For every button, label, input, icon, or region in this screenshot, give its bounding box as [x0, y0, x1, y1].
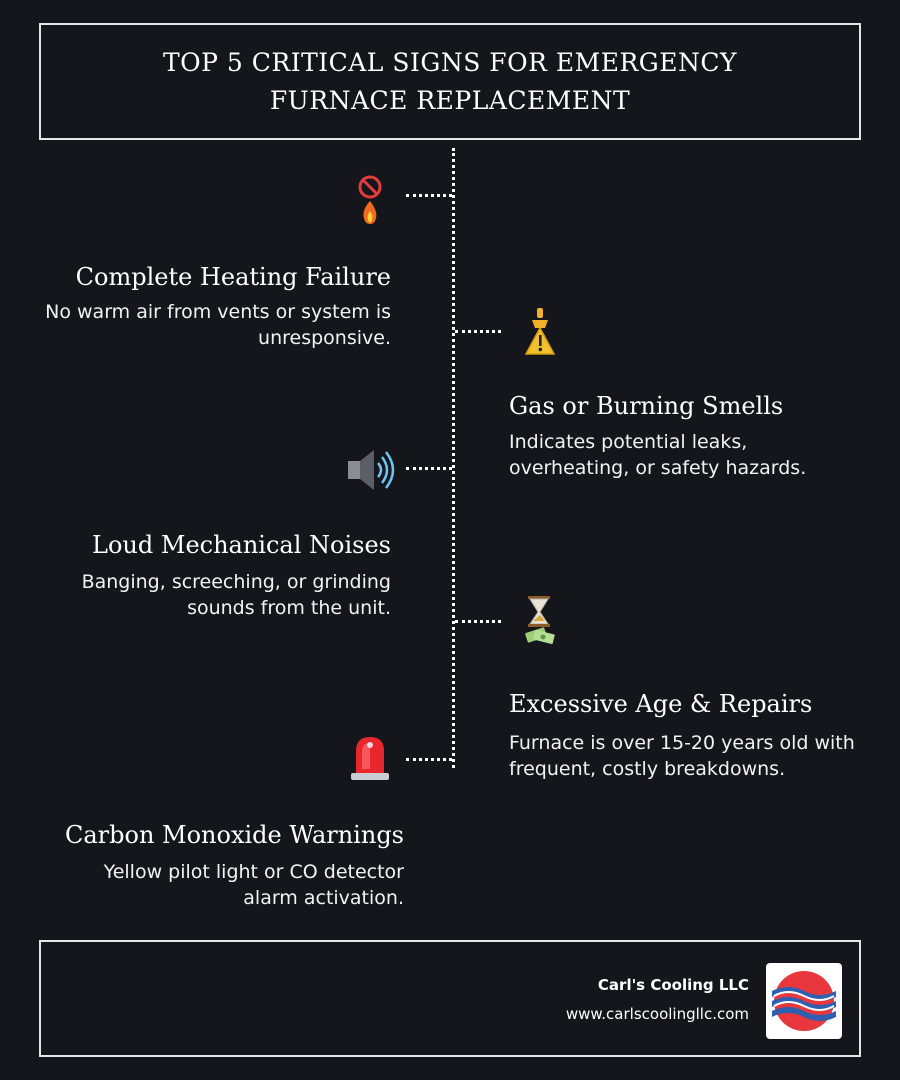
hourglass-money-icon: [514, 594, 564, 646]
item-description-3: Banging, screeching, or grinding sounds from the unit.: [81, 571, 391, 619]
siren-icon: [345, 731, 395, 783]
page-title: TOP 5 CRITICAL SIGNS FOR EMERGENCY FURNACE REPLACEMENT: [162, 47, 738, 115]
timeline-line: [452, 148, 455, 768]
item-description-1: No warm air from vents or system is unresponsive.: [45, 301, 391, 349]
connector-4: [455, 620, 501, 623]
connector-5: [406, 758, 452, 761]
item-title-2: Gas or Burning Smells: [509, 392, 784, 420]
footer-box: [39, 940, 861, 1057]
warning-icon: [515, 306, 565, 358]
item-description-4: Furnace is over 15-20 years old with frequent, costly breakdowns.: [509, 732, 855, 780]
company-name: Carl's Cooling LLC: [597, 976, 749, 994]
item-title-1: Complete Heating Failure: [75, 263, 391, 291]
header-box: [39, 23, 861, 140]
no-fire-icon: [345, 175, 395, 227]
item-title-4: Excessive Age & Repairs: [509, 690, 813, 718]
carls-cooling-logo-icon: [766, 963, 842, 1039]
item-description-5: Yellow pilot light or CO detector alarm activation.: [103, 861, 404, 909]
connector-2: [455, 330, 501, 333]
speaker-icon: [344, 445, 394, 495]
item-title-5: Carbon Monoxide Warnings: [64, 821, 404, 849]
item-description-2: Indicates potential leaks, overheating, or safety hazards.: [509, 431, 807, 479]
company-website-link[interactable]: www.carlscoolingllc.com: [565, 1005, 749, 1023]
connector-3: [406, 467, 452, 470]
item-title-3: Loud Mechanical Noises: [92, 531, 391, 559]
connector-1: [406, 194, 452, 197]
